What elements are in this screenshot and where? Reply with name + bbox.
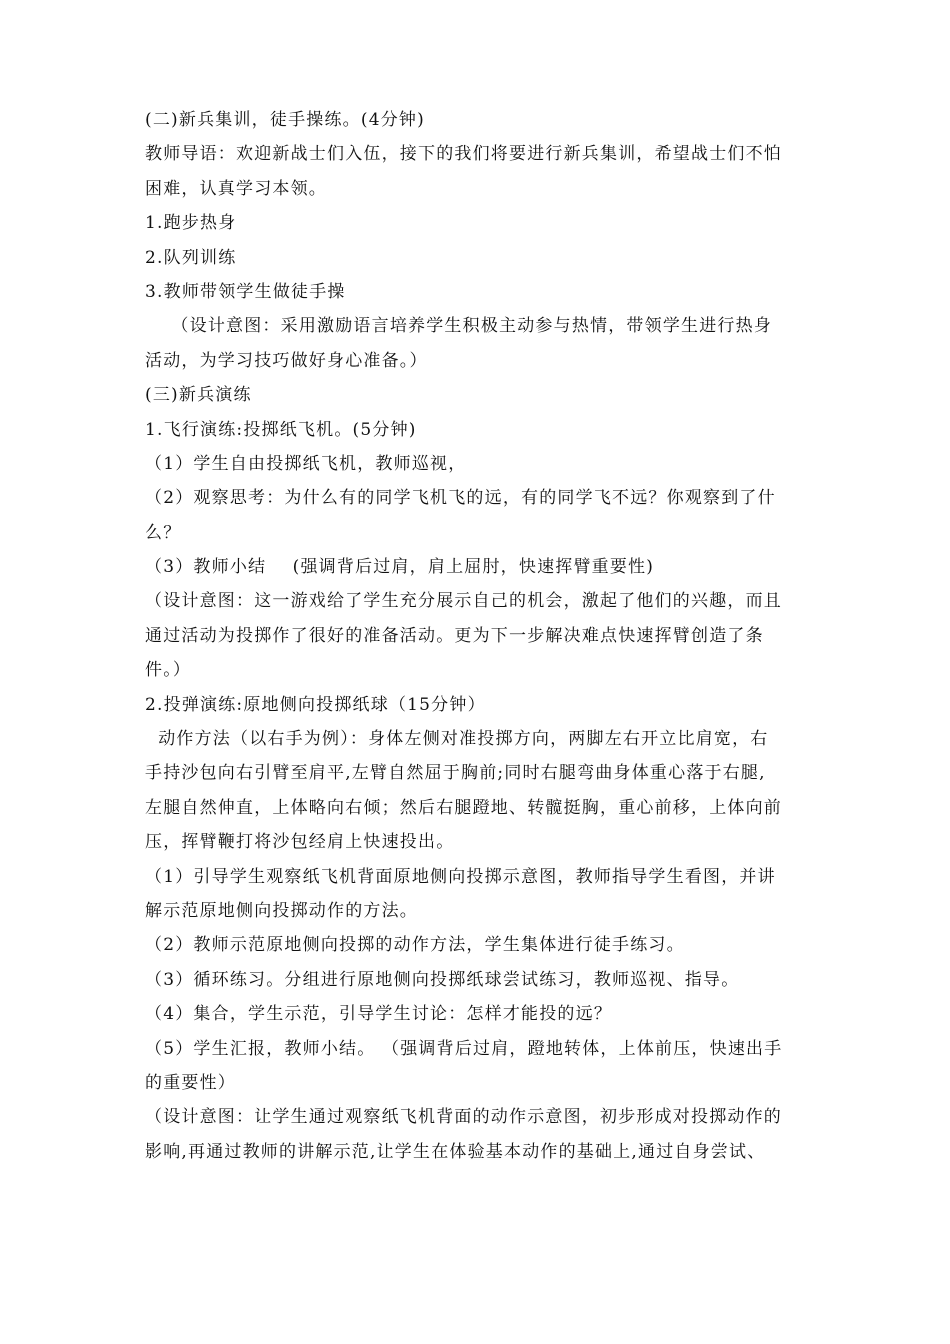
paragraph-line: 动作方法（以右手为例）：身体左侧对准投掷方向，两脚左右开立比肩宽，右: [145, 729, 769, 750]
design-intent-line: 件。）: [145, 660, 192, 681]
design-intent-line: （设计意图：采用激励语言培养学生积极主动参与热情，带领学生进行热身: [145, 316, 773, 337]
design-intent-line: （设计意图：这一游戏给了学生充分展示自己的机会，激起了他们的兴趣，而且: [145, 591, 782, 612]
list-item: （3）循环练习。分组进行原地侧向投掷纸球尝试练习，教师巡视、指导。: [145, 969, 740, 990]
subsection-heading: 1.飞行演练:投掷纸飞机。(5分钟): [145, 419, 417, 440]
section-heading-recruit-training: (二)新兵集训，徒手操练。(4分钟): [145, 110, 425, 130]
paragraph-line: 压，挥臂鞭打将沙包经肩上快速投出。: [145, 832, 455, 853]
paragraph-line: 手持沙包向右引臂至肩平,左臂自然屈于胸前;同时右腿弯曲身体重心落于右腿,: [145, 763, 766, 784]
design-intent-line: 影响,再通过教师的讲解示范,让学生在体验基本动作的基础上,通过自身尝试、: [145, 1141, 766, 1162]
document-body: [145, 103, 815, 1169]
list-item: 2.队列训练: [145, 247, 237, 268]
list-item: （3）教师小结 (强调背后过肩，肩上屈肘，快速挥臂重要性): [145, 557, 655, 578]
list-item: （2）观察思考：为什么有的同学飞机飞的远，有的同学飞不远？你观察到了什: [145, 488, 776, 509]
design-intent-line: （设计意图：让学生通过观察纸飞机背面的动作示意图，初步形成对投掷动作的: [145, 1107, 782, 1128]
section-heading-recruit-drill: (三)新兵演练: [145, 385, 252, 406]
paragraph-line: 困难，认真学习本领。: [145, 178, 327, 199]
list-item: （2）教师示范原地侧向投掷的动作方法，学生集体进行徒手练习。: [145, 935, 685, 956]
subsection-heading: 2.投弹演练:原地侧向投掷纸球（15分钟）: [145, 694, 486, 715]
design-intent-line: 活动，为学习技巧做好身心准备。）: [145, 350, 428, 371]
list-item: 1.跑步热身: [145, 213, 237, 234]
paragraph-line: 左腿自然伸直，上体略向右倾；然后右腿蹬地、转髋挺胸，重心前移，上体向前: [145, 797, 782, 818]
list-item: （5）学生汇报，教师小结。 （强调背后过肩，蹬地转体，上体前压，快速出手: [145, 1038, 783, 1059]
design-intent-line: 通过活动为投掷作了很好的准备活动。更为下一步解决难点快速挥臂创造了条: [145, 625, 764, 646]
list-item: （1）引导学生观察纸飞机背面原地侧向投掷示意图，教师指导学生看图，并讲: [145, 866, 776, 887]
list-item: 3.教师带领学生做徒手操: [145, 281, 346, 302]
list-item: 么？: [145, 522, 182, 543]
paragraph-line: 教师导语：欢迎新战士们入伍，接下的我们将要进行新兵集训，希望战士们不怕: [145, 144, 782, 165]
list-item: （4）集合，学生示范，引导学生讨论：怎样才能投的远？: [145, 1004, 613, 1025]
list-item: （1）学生自由投掷纸飞机，教师巡视，: [145, 453, 467, 474]
list-item: 的重要性）: [145, 1072, 236, 1093]
list-item: 解示范原地侧向投掷动作的方法。: [145, 900, 418, 921]
